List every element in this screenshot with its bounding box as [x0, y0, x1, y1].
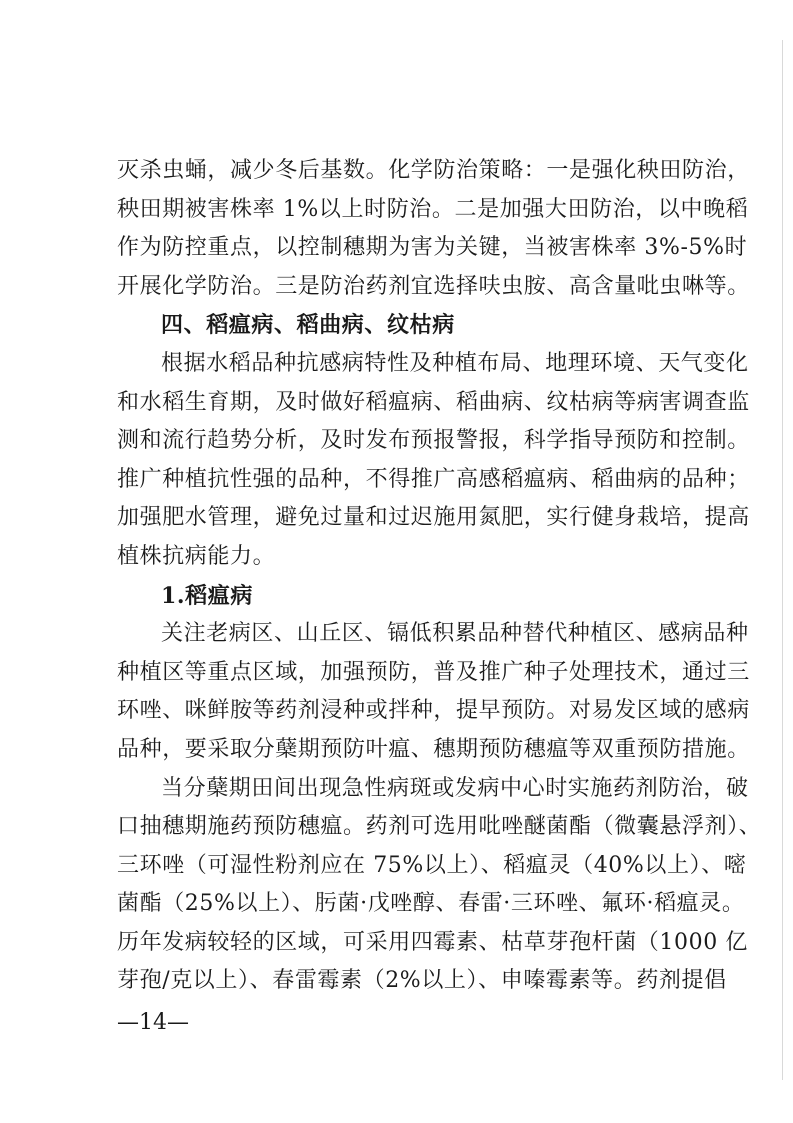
- text-line: 关注老病区、山丘区、镉低积累品种替代种植区、感病品种: [161, 621, 749, 647]
- text-line: 品种，要采取分蘖期预防叶瘟、穗期预防穗瘟等双重预防措施。: [117, 736, 750, 762]
- text-line: 秧田期被害株率 1%以上时防治。二是加强大田防治，以中晚稻: [117, 196, 749, 222]
- subsection-heading-rice-blast: 1.稻瘟病: [161, 582, 253, 609]
- text-line: 口抽穗期施药预防穗瘟。药剂可选用吡唑醚菌酯（微囊悬浮剂）、: [117, 814, 762, 840]
- page-number: —14—: [117, 1010, 189, 1035]
- text-line: 环唑、咪鲜胺等药剂浸种或拌种，提早预防。对易发区域的感病: [117, 698, 750, 724]
- text-line: 植株抗病能力。: [117, 543, 276, 569]
- text-line: 灭杀虫蛹，减少冬后基数。化学防治策略：一是强化秧田防治，: [117, 158, 750, 183]
- text-line: 根据水稻品种抗感病特性及种植布局、地理环境、天气变化: [161, 350, 749, 376]
- scan-edge-line: [782, 40, 783, 1080]
- text-line: 加强肥水管理，避免过量和过迟施用氮肥，实行健身栽培，提高: [117, 505, 750, 531]
- body-text: [117, 152, 762, 1001]
- text-line: 三环唑（可湿性粉剂应在 75%以上）、稻瘟灵（40%以上）、嘧: [117, 852, 747, 878]
- text-line: 芽孢/克以上）、春雷霉素（2%以上）、申嗪霉素等。药剂提倡: [117, 968, 727, 994]
- text-line: 测和流行趋势分析，及时发布预报警报，科学指导预防和控制。: [117, 428, 750, 454]
- text-line: 作为防控重点，以控制穗期为害为关键，当被害株率 3%-5%时: [117, 235, 748, 261]
- text-line: 菌酯（25%以上）、肟菌·戊唑醇、春雷·三环唑、氟环·稻瘟灵。: [117, 891, 745, 917]
- text-line: 历年发病较轻的区域，可采用四霉素、枯草芽孢杆菌（1000 亿: [117, 929, 748, 955]
- section-heading-4: 四、稻瘟病、稻曲病、纹枯病: [161, 312, 455, 339]
- text-line: 种植区等重点区域，加强预防，普及推广种子处理技术，通过三: [117, 659, 750, 685]
- text-line: 开展化学防治。三是防治药剂宜选择呋虫胺、高含量吡虫啉等。: [117, 273, 750, 299]
- text-line: 推广种植抗性强的品种，不得推广高感稻瘟病、稻曲病的品种；: [117, 466, 750, 492]
- text-line: 和水稻生育期，及时做好稻瘟病、稻曲病、纹枯病等病害调查监: [117, 389, 750, 415]
- text-line: 当分蘖期田间出现急性病斑或发病中心时实施药剂防治，破: [161, 775, 749, 801]
